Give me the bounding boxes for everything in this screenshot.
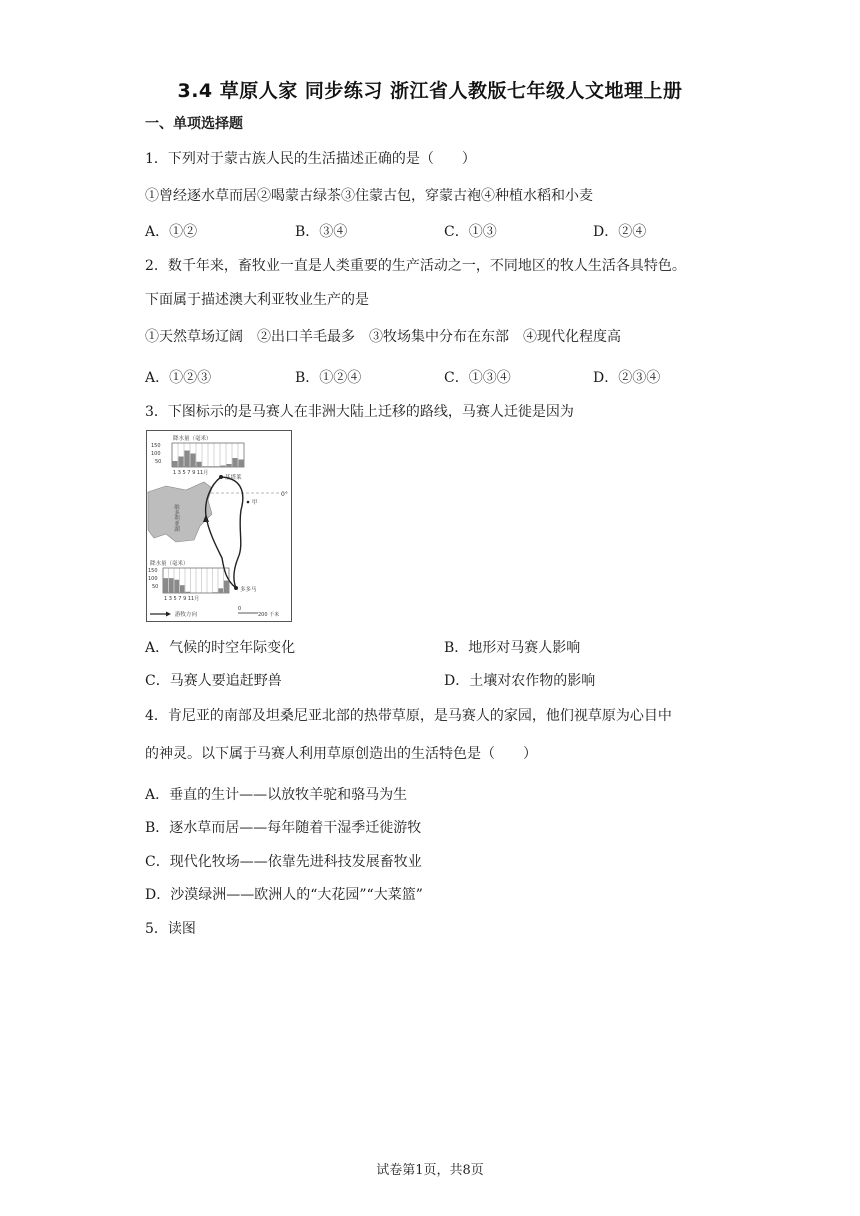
question-4-stem: 4．肯尼亚的南部及坦桑尼亚北部的热带草原，是马赛人的家园，他们视草原为心目中 — [145, 708, 672, 724]
precip-bar — [224, 581, 229, 594]
precip-bar — [178, 457, 183, 468]
precip-bar — [220, 466, 225, 468]
chart-north-xticks: 1 3 5 7 9 11月 — [173, 470, 209, 476]
page-title: 3.4 草原人家 同步练习 浙江省人教版七年级人文地理上册 — [177, 80, 683, 102]
question-1-statements: ①曾经逐水草而居②喝蒙古绿茶③住蒙古包，穿蒙古袍④种植水稻和小麦 — [145, 188, 593, 204]
maasai-migration-map-figure — [146, 430, 292, 622]
precip-bar — [172, 461, 177, 467]
precip-bar — [214, 466, 219, 467]
precip-bar — [185, 592, 190, 593]
legend-label: 游牧方向 — [175, 612, 198, 618]
question-1-option-d[interactable]: D．②④ — [593, 224, 647, 240]
precip-bar — [184, 451, 189, 468]
question-2-option-d[interactable]: D．②③④ — [593, 370, 661, 386]
question-2-option-a[interactable]: A．①②③ — [145, 370, 212, 386]
precip-bar — [174, 580, 179, 593]
question-3-option-b[interactable]: B．地形对马赛人影响 — [444, 640, 581, 656]
precip-bar — [202, 466, 207, 467]
chart-south-title: 降水量（毫米） — [150, 561, 189, 567]
chart-north-title: 降水量（毫米） — [173, 436, 212, 442]
precip-bar — [213, 592, 218, 593]
precip-bar — [226, 464, 231, 467]
chart-north-ytick: 150 — [151, 443, 161, 449]
chart-north-ytick: 100 — [151, 451, 161, 457]
precip-bar — [208, 466, 213, 467]
question-1-stem: 1．下列对于蒙古族人民的生活描述正确的是（ ） — [145, 151, 476, 167]
question-4-option-b[interactable]: B．逐水草而居——每年随着干湿季迁徙游牧 — [145, 820, 422, 836]
precip-bar — [190, 454, 195, 468]
lake-label: 维多利亚湖 — [173, 504, 179, 532]
precip-bar — [180, 585, 185, 593]
equator-label: 0° — [281, 491, 288, 498]
question-4-option-a[interactable]: A．垂直的生计——以放牧羊驼和骆马为生 — [145, 787, 408, 803]
precip-bar — [238, 460, 243, 468]
migration-map — [146, 430, 292, 622]
question-2-stem-continued: 下面属于描述澳大利亚牧业生产的是 — [145, 292, 369, 308]
chart-north-ytick: 50 — [155, 459, 162, 465]
page-footer: 试卷第1页，共8页 — [376, 1163, 484, 1178]
chart-south-ytick: 100 — [148, 576, 158, 582]
section-heading: 一、单项选择题 — [145, 116, 243, 132]
precip-bar — [163, 578, 168, 593]
question-4-option-c[interactable]: C．现代化牧场——依靠先进科技发展畜牧业 — [145, 854, 422, 870]
question-1-option-b[interactable]: B．③④ — [295, 224, 348, 240]
precip-bar — [232, 458, 237, 467]
chart-south-ytick: 150 — [148, 568, 158, 574]
question-2-statements: ①天然草场辽阔 ②出口羊毛最多 ③牧场集中分布在东部 ④现代化程度高 — [145, 329, 621, 345]
place-north-label: 基塔莱 — [225, 475, 242, 481]
chart-south-xticks: 1 3 5 7 9 11月 — [164, 596, 200, 602]
question-5-stem: 5．读图 — [145, 921, 196, 937]
question-3-stem: 3．下图标示的是马赛人在非洲大陆上迁移的路线，马赛人迁徙是因为 — [145, 404, 574, 420]
precip-bar — [218, 588, 223, 593]
scale-label: 200 千米 — [258, 612, 280, 618]
scale-zero: 0 — [238, 606, 242, 612]
question-4-option-d[interactable]: D．沙漠绿洲——欧洲人的“大花园”“大菜篮” — [145, 887, 423, 903]
question-3-option-d[interactable]: D．土壤对农作物的影响 — [444, 673, 596, 689]
label-jia: 甲 — [252, 500, 258, 506]
place-south-label: 多多马 — [240, 587, 257, 593]
precip-bar — [169, 578, 174, 593]
question-2-stem: 2．数千年来，畜牧业一直是人类重要的生产活动之一，不同地区的牧人生活各具特色。 — [145, 258, 686, 274]
chart-south-ytick: 50 — [152, 584, 159, 590]
question-2-option-c[interactable]: C．①③④ — [444, 370, 511, 386]
question-1-option-a[interactable]: A．①② — [145, 224, 198, 240]
question-3-option-c[interactable]: C．马赛人要追赶野兽 — [145, 673, 282, 689]
question-1-option-c[interactable]: C．①③ — [444, 224, 497, 240]
question-2-option-b[interactable]: B．①②④ — [295, 370, 362, 386]
dodoma-marker — [234, 586, 238, 590]
jia-marker — [247, 501, 250, 504]
precip-bar — [196, 462, 201, 467]
question-3-option-a[interactable]: A．气候的时空年际变化 — [145, 640, 296, 656]
question-4-stem-continued: 的神灵。以下属于马赛人利用草原创造出的生活特色是（ ） — [145, 746, 537, 762]
